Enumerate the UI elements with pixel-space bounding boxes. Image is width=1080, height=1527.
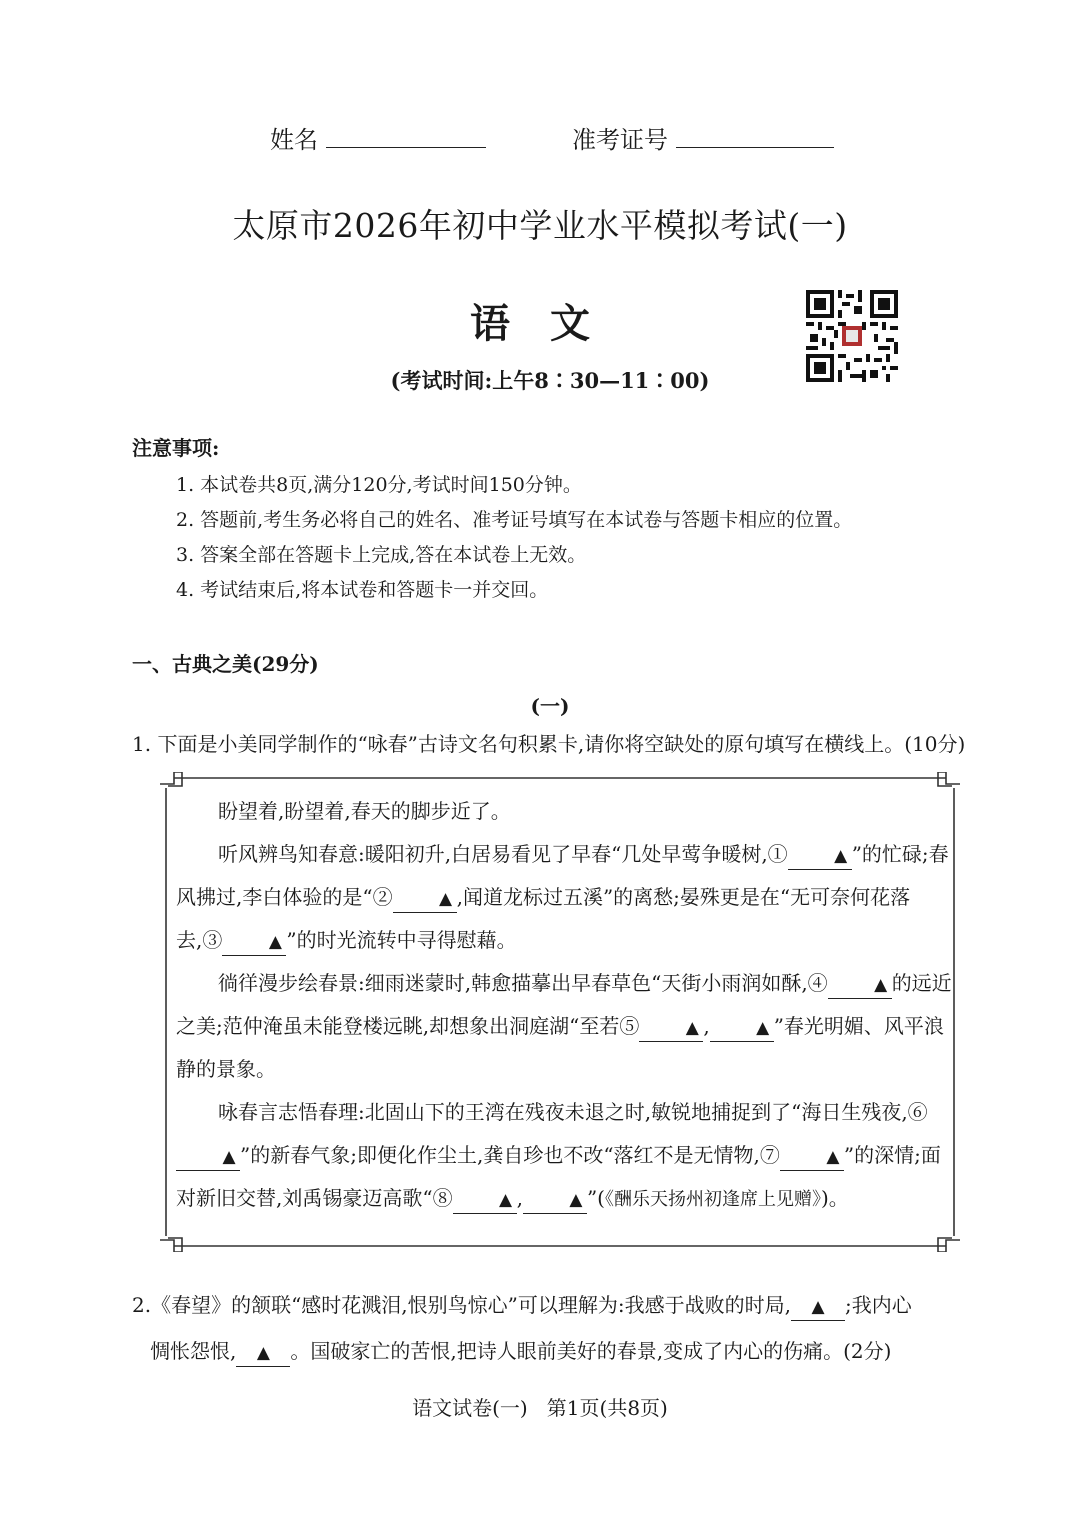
q2-blank-2[interactable]: ▲: [236, 1340, 290, 1367]
card-text: 的远近之美;范仲淹虽未能登楼远眺,却想象出洞庭湖“至若⑤: [176, 971, 952, 1038]
answer-blank-4[interactable]: ▲: [828, 972, 892, 999]
section-title: 一、古典之美(29分): [132, 652, 319, 676]
answer-blank-8a[interactable]: ▲: [453, 1187, 517, 1214]
q2-text: 2.《春望》的颔联“感时花溅泪,恨别鸟惊心”可以理解为:我感于战败的时局,: [132, 1293, 791, 1317]
answer-blank-3[interactable]: ▲: [222, 929, 286, 956]
card-text: ”的忙碌;春风拂过,李白体验的是“②: [176, 842, 949, 909]
answer-blank-1[interactable]: ▲: [788, 843, 852, 870]
q2-text: 。国破家亡的苦恨,把诗人眼前美好的春景,变成了内心的伤痛。(2分): [290, 1339, 892, 1363]
accumulation-card: [176, 790, 956, 1221]
card-paragraph-3: [176, 1091, 956, 1221]
card-text: )。: [820, 1186, 849, 1210]
poem-source: 《酬乐天扬州初逢席上见赠》: [604, 1189, 821, 1210]
card-text: 听风辨鸟知春意:暖阳初升,白居易看见了早春“几处早莺争暖树,①: [218, 842, 788, 866]
notice-item: 4. 考试结束后,将本试卷和答题卡一并交回。: [176, 579, 549, 601]
notice-item: 2. 答题前,考生务必将自己的姓名、准考证号填写在本试卷与答题卡相应的位置。: [176, 509, 853, 531]
card-text: 咏春言志悟春理:北固山下的王湾在残夜未退之时,敏锐地捕捉到了“海日生残夜,⑥: [218, 1100, 928, 1124]
question-1-prompt: 1. 下面是小美同学制作的“咏春”古诗文名句积累卡,请你将空缺处的原句填写在横线上。(10分): [132, 732, 966, 756]
answer-blank-5a[interactable]: ▲: [639, 1015, 703, 1042]
notice-item: 1. 本试卷共8页,满分120分,考试时间150分钟。: [176, 474, 582, 496]
exam-time: (考试时间:上午8∶30—11∶00): [390, 368, 710, 393]
answer-blank-6[interactable]: ▲: [176, 1144, 240, 1171]
exam-title: 太原市2026年初中学业水平模拟考试(一): [232, 206, 848, 245]
page-footer: 语文试卷(一) 第1页(共8页): [412, 1396, 668, 1420]
q2-text: 惆怅怨恨,: [150, 1339, 237, 1363]
card-text: ”(: [586, 1186, 605, 1210]
answer-blank-7[interactable]: ▲: [780, 1144, 844, 1171]
notice-title: 注意事项:: [132, 436, 220, 460]
card-paragraph-2: [176, 962, 956, 1091]
notice-item: 3. 答案全部在答题卡上完成,答在本试卷上无效。: [176, 544, 587, 566]
question-2-line-1: [132, 1282, 972, 1328]
exam-id-label: 准考证号: [572, 126, 668, 154]
exam-id-blank: [676, 125, 834, 148]
question-2-line-2: [132, 1328, 972, 1374]
card-text: ”的新春气象;即便化作尘土,龚自珍也不改“落红不是无情物,⑦: [240, 1143, 780, 1167]
subject-title: 语文: [470, 300, 630, 347]
card-text: ,闻道龙标过五溪”的离愁;晏殊更是在“无可奈何花落去,③: [176, 885, 911, 952]
answer-blank-8b[interactable]: ▲: [523, 1187, 587, 1214]
candidate-info-line: [0, 120, 1080, 160]
name-blank: [326, 125, 486, 148]
question-2: [132, 1282, 972, 1374]
q2-blank-1[interactable]: ▲: [791, 1294, 845, 1321]
card-text: ”的深情;面对新旧交替,刘禹锡豪迈高歌“⑧: [176, 1143, 941, 1210]
notice-list: [176, 468, 852, 608]
exam-id-field: [572, 120, 834, 155]
q2-text: ;我内心: [844, 1293, 912, 1317]
card-paragraph-1: [176, 833, 956, 962]
name-label: 姓名: [270, 126, 318, 154]
card-text: 徜徉漫步绘春景:细雨迷蒙时,韩愈描摹出早春草色“天街小雨润如酥,④: [218, 971, 828, 995]
card-intro: 盼望着,盼望着,春天的脚步近了。: [218, 799, 511, 823]
card-text: ”春光明媚、风平浪静的景象。: [176, 1014, 944, 1081]
card-text: ”的时光流转中寻得慰藉。: [286, 928, 517, 952]
answer-blank-5b[interactable]: ▲: [710, 1015, 774, 1042]
card-text: ,: [703, 1014, 710, 1038]
answer-blank-2[interactable]: ▲: [393, 886, 457, 913]
card-text: ,: [516, 1186, 523, 1210]
qr-code-icon: [806, 290, 898, 382]
part-label: (一): [530, 694, 570, 718]
name-field: [270, 120, 486, 155]
